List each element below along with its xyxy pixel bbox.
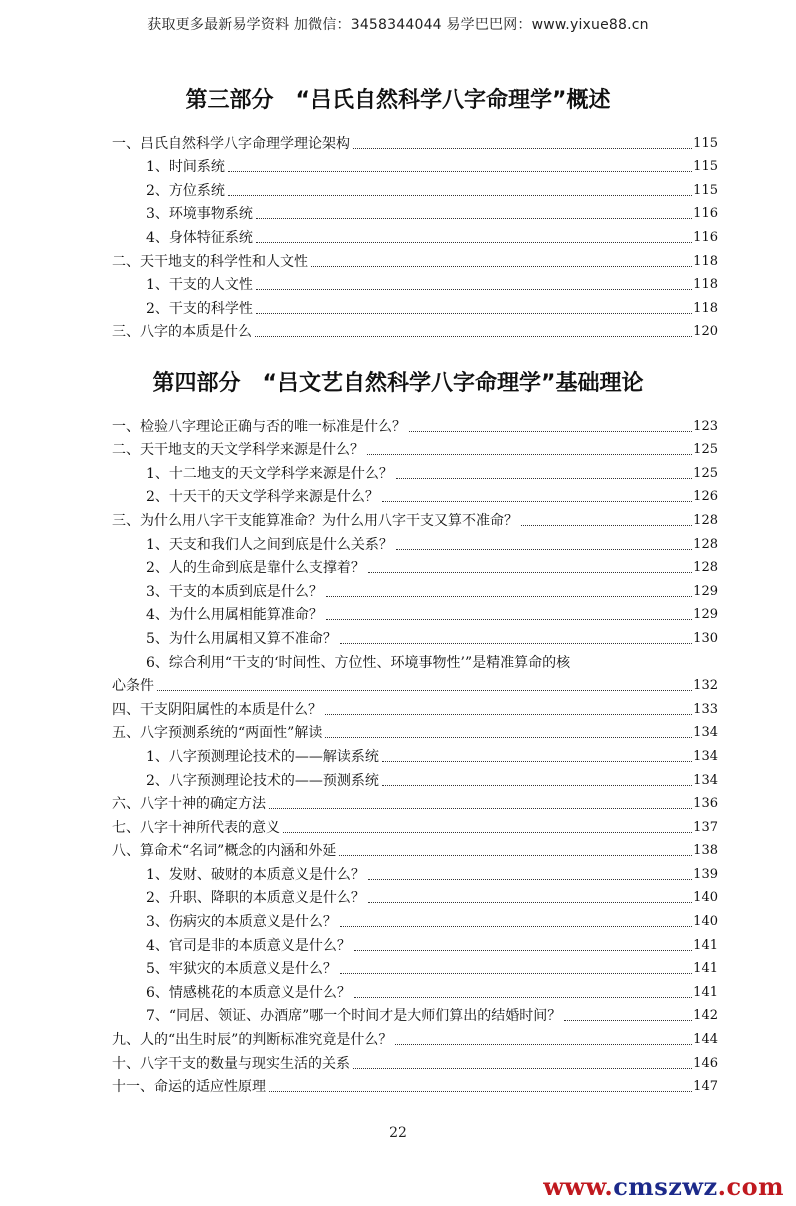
watermark-suffix: .com: [717, 1172, 784, 1201]
toc-entry-title: 四、干支阴阳属性的本质是什么？: [112, 701, 322, 718]
toc-entry-title: 2、方位系统: [146, 182, 225, 199]
toc-entry-page: 138: [693, 843, 718, 859]
toc-entry-page: 126: [693, 489, 718, 505]
toc-entry-title: 5、为什么用属相又算不准命？: [146, 630, 337, 647]
toc-entry-title: 3、干支的本质到底是什么？: [146, 583, 323, 600]
toc-entry-title: 1、天支和我们人之间到底是什么关系？: [146, 536, 393, 553]
toc-entry-title: 十、八字干支的数量与现实生活的关系: [112, 1055, 350, 1072]
toc-entry-title: 4、身体特征系统: [146, 229, 253, 246]
toc-leader-dots: [409, 431, 692, 432]
part3-title: 第三部分 “吕氏自然科学八字命理学”概述: [185, 88, 611, 113]
toc-entry-title: 六、八字十神的确定方法: [112, 796, 266, 813]
toc-entry-title: 五、八字预测系统的“两面性”解读: [112, 725, 323, 742]
toc-entry-page: 128: [693, 536, 718, 552]
toc-entry-page: 128: [693, 560, 718, 576]
part3-toc: [112, 130, 718, 342]
site-watermark: [543, 1172, 784, 1201]
toc-entry-title: 1、发财、破财的本质意义是什么？: [146, 866, 365, 883]
toc-entry-page: 141: [693, 937, 718, 953]
toc-entry-page: 118: [693, 300, 718, 316]
toc-leader-dots: [521, 525, 692, 526]
toc-entry-title: 6、情感桃花的本质意义是什么？: [146, 984, 351, 1001]
toc-entry-title: 2、八字预测理论技术的——预测系统: [146, 772, 379, 789]
toc-entry: [112, 413, 718, 437]
toc-entry: [112, 838, 718, 862]
toc-entry-title: 4、官司是非的本质意义是什么？: [146, 937, 351, 954]
toc-entry: [112, 602, 718, 626]
toc-entry-page: 115: [693, 159, 718, 175]
toc-entry-page: 134: [693, 748, 718, 764]
toc-entry: [112, 932, 718, 956]
toc-entry: [112, 673, 718, 697]
toc-entry-title: 6、综合利用“干支的‘时间性、方位性、环境事物性’”是精准算命的核: [146, 654, 571, 671]
part4-title: 第四部分 “吕文艺自然科学八字命理学”基础理论: [152, 371, 644, 396]
toc-entry-title: 二、天干地支的天文学科学来源是什么？: [112, 442, 364, 459]
toc-entry-page: 134: [693, 725, 718, 741]
toc-entry: [112, 767, 718, 791]
toc-entry: [112, 177, 718, 201]
toc-leader-dots: [269, 808, 692, 809]
toc-leader-dots: [396, 478, 692, 479]
toc-entry: [112, 295, 718, 319]
toc-leader-dots: [354, 950, 692, 951]
toc-leader-dots: [283, 832, 692, 833]
toc-entry: [112, 696, 718, 720]
toc-entry-page: 118: [693, 277, 718, 293]
toc-entry: [112, 743, 718, 767]
toc-entry-page: 118: [693, 253, 718, 269]
toc-entry: [112, 1026, 718, 1050]
toc-leader-dots: [326, 596, 692, 597]
toc-entry-page: 146: [693, 1055, 718, 1071]
toc-entry-page: 140: [693, 890, 718, 906]
toc-entry-page: 144: [693, 1032, 718, 1048]
toc-leader-dots: [228, 171, 692, 172]
toc-entry-page: 132: [693, 678, 718, 694]
toc-entry-title: 5、牢狱灾的本质意义是什么？: [146, 961, 337, 978]
toc-leader-dots: [368, 572, 692, 573]
toc-entry: [112, 861, 718, 885]
toc-entry: [112, 531, 718, 555]
toc-entry: [112, 885, 718, 909]
toc-entry-title: 九、人的“出生时辰”的判断标准究竟是什么？: [112, 1032, 393, 1049]
toc-leader-dots: [395, 1044, 692, 1045]
toc-entry: [112, 154, 718, 178]
toc-entry: [112, 908, 718, 932]
toc-entry-title: 2、十天干的天文学科学来源是什么？: [146, 489, 379, 506]
toc-entry-title: 1、十二地支的天文学科学来源是什么？: [146, 465, 393, 482]
toc-entry: [112, 649, 718, 673]
toc-entry-title: 三、八字的本质是什么: [112, 324, 252, 341]
toc-entry-page: 125: [693, 465, 718, 481]
toc-entry-page: 115: [693, 135, 718, 151]
toc-leader-dots: [326, 619, 692, 620]
toc-entry: [112, 555, 718, 579]
toc-leader-dots: [564, 1020, 692, 1021]
toc-entry-title: 心条件: [112, 678, 154, 695]
toc-leader-dots: [368, 879, 692, 880]
toc-leader-dots: [353, 148, 692, 149]
toc-leader-dots: [256, 242, 692, 243]
toc-entry-page: 141: [693, 984, 718, 1000]
toc-entry-title: 3、环境事物系统: [146, 206, 253, 223]
watermark-prefix: www.: [543, 1172, 614, 1201]
toc-entry: [112, 979, 718, 1003]
toc-entry-title: 一、检验八字理论正确与否的唯一标准是什么？: [112, 418, 406, 435]
toc-entry: [112, 507, 718, 531]
watermark-domain: cmszwz: [613, 1172, 718, 1201]
toc-entry-page: 116: [693, 206, 718, 222]
toc-entry-title: 七、八字十神所代表的意义: [112, 819, 280, 836]
toc-leader-dots: [382, 785, 692, 786]
toc-entry: [112, 130, 718, 154]
toc-leader-dots: [353, 1068, 692, 1069]
toc-entry: [112, 625, 718, 649]
toc-leader-dots: [340, 926, 692, 927]
toc-entry: [112, 224, 718, 248]
page-number: 22: [389, 1125, 407, 1141]
toc-entry: [112, 460, 718, 484]
toc-entry-page: 129: [693, 583, 718, 599]
toc-entry-title: 7、“同居、领证、办酒席”哪一个时间才是大师们算出的结婚时间？: [146, 1008, 562, 1025]
toc-entry-title: 一、吕氏自然科学八字命理学理论架构: [112, 135, 350, 152]
toc-entry-title: 2、人的生命到底是靠什么支撑着？: [146, 560, 365, 577]
toc-leader-dots: [325, 714, 692, 715]
toc-entry: [112, 248, 718, 272]
toc-leader-dots: [340, 643, 692, 644]
toc-leader-dots: [256, 289, 692, 290]
toc-leader-dots: [367, 454, 692, 455]
toc-entry-title: 2、升职、降职的本质意义是什么？: [146, 890, 365, 907]
toc-entry: [112, 720, 718, 744]
toc-entry-title: 1、干支的人文性: [146, 277, 253, 294]
part4-toc: [112, 413, 718, 1097]
toc-entry-title: 1、八字预测理论技术的——解读系统: [146, 748, 379, 765]
toc-entry-page: 130: [693, 630, 718, 646]
toc-entry: [112, 1050, 718, 1074]
toc-leader-dots: [157, 690, 692, 691]
toc-entry-page: 139: [693, 866, 718, 882]
toc-entry: [112, 437, 718, 461]
toc-leader-dots: [255, 336, 692, 337]
toc-entry: [112, 484, 718, 508]
toc-entry-page: 128: [693, 512, 718, 528]
toc-leader-dots: [339, 855, 692, 856]
toc-entry-page: 115: [693, 182, 718, 198]
toc-leader-dots: [256, 313, 692, 314]
toc-entry-page: 120: [693, 324, 718, 340]
toc-leader-dots: [311, 266, 692, 267]
toc-leader-dots: [256, 218, 692, 219]
toc-entry: [112, 319, 718, 343]
toc-entry-title: 1、时间系统: [146, 159, 225, 176]
toc-entry-title: 十一、命运的适应性原理: [112, 1079, 266, 1096]
toc-entry-page: 142: [693, 1008, 718, 1024]
toc-entry-title: 2、干支的科学性: [146, 300, 253, 317]
toc-entry-page: 136: [693, 796, 718, 812]
toc-entry: [112, 1074, 718, 1098]
toc-entry-page: 116: [693, 229, 718, 245]
toc-leader-dots: [269, 1091, 692, 1092]
toc-leader-dots: [396, 549, 692, 550]
toc-entry: [112, 956, 718, 980]
toc-leader-dots: [325, 737, 692, 738]
toc-leader-dots: [368, 902, 692, 903]
toc-entry-page: 123: [693, 418, 718, 434]
toc-entry-title: 二、天干地支的科学性和人文性: [112, 253, 308, 270]
toc-leader-dots: [354, 997, 692, 998]
toc-entry: [112, 1003, 718, 1027]
toc-entry-title: 4、为什么用属相能算准命？: [146, 607, 323, 624]
toc-entry-title: 三、为什么用八字干支能算准命？为什么用八字干支又算不准命？: [112, 512, 518, 529]
toc-leader-dots: [382, 501, 692, 502]
toc-entry: [112, 272, 718, 296]
toc-leader-dots: [340, 973, 692, 974]
toc-entry: [112, 201, 718, 225]
toc-entry-page: 141: [693, 961, 718, 977]
toc-entry-page: 129: [693, 607, 718, 623]
toc-leader-dots: [228, 195, 692, 196]
toc-entry: [112, 814, 718, 838]
toc-entry-page: 137: [693, 819, 718, 835]
toc-entry-page: 147: [693, 1079, 718, 1095]
toc-entry-page: 134: [693, 772, 718, 788]
page-header: 获取更多最新易学资料 加微信：3458344044 易学巴巴网：www.yixue88.cn: [147, 17, 649, 33]
toc-entry-title: 3、伤病灾的本质意义是什么？: [146, 914, 337, 931]
toc-entry: [112, 578, 718, 602]
toc-entry-page: 133: [693, 701, 718, 717]
toc-entry-page: 140: [693, 914, 718, 930]
toc-entry-page: 125: [693, 442, 718, 458]
toc-entry: [112, 791, 718, 815]
toc-entry-title: 八、算命术“名词”概念的内涵和外延: [112, 843, 337, 860]
toc-leader-dots: [382, 761, 692, 762]
